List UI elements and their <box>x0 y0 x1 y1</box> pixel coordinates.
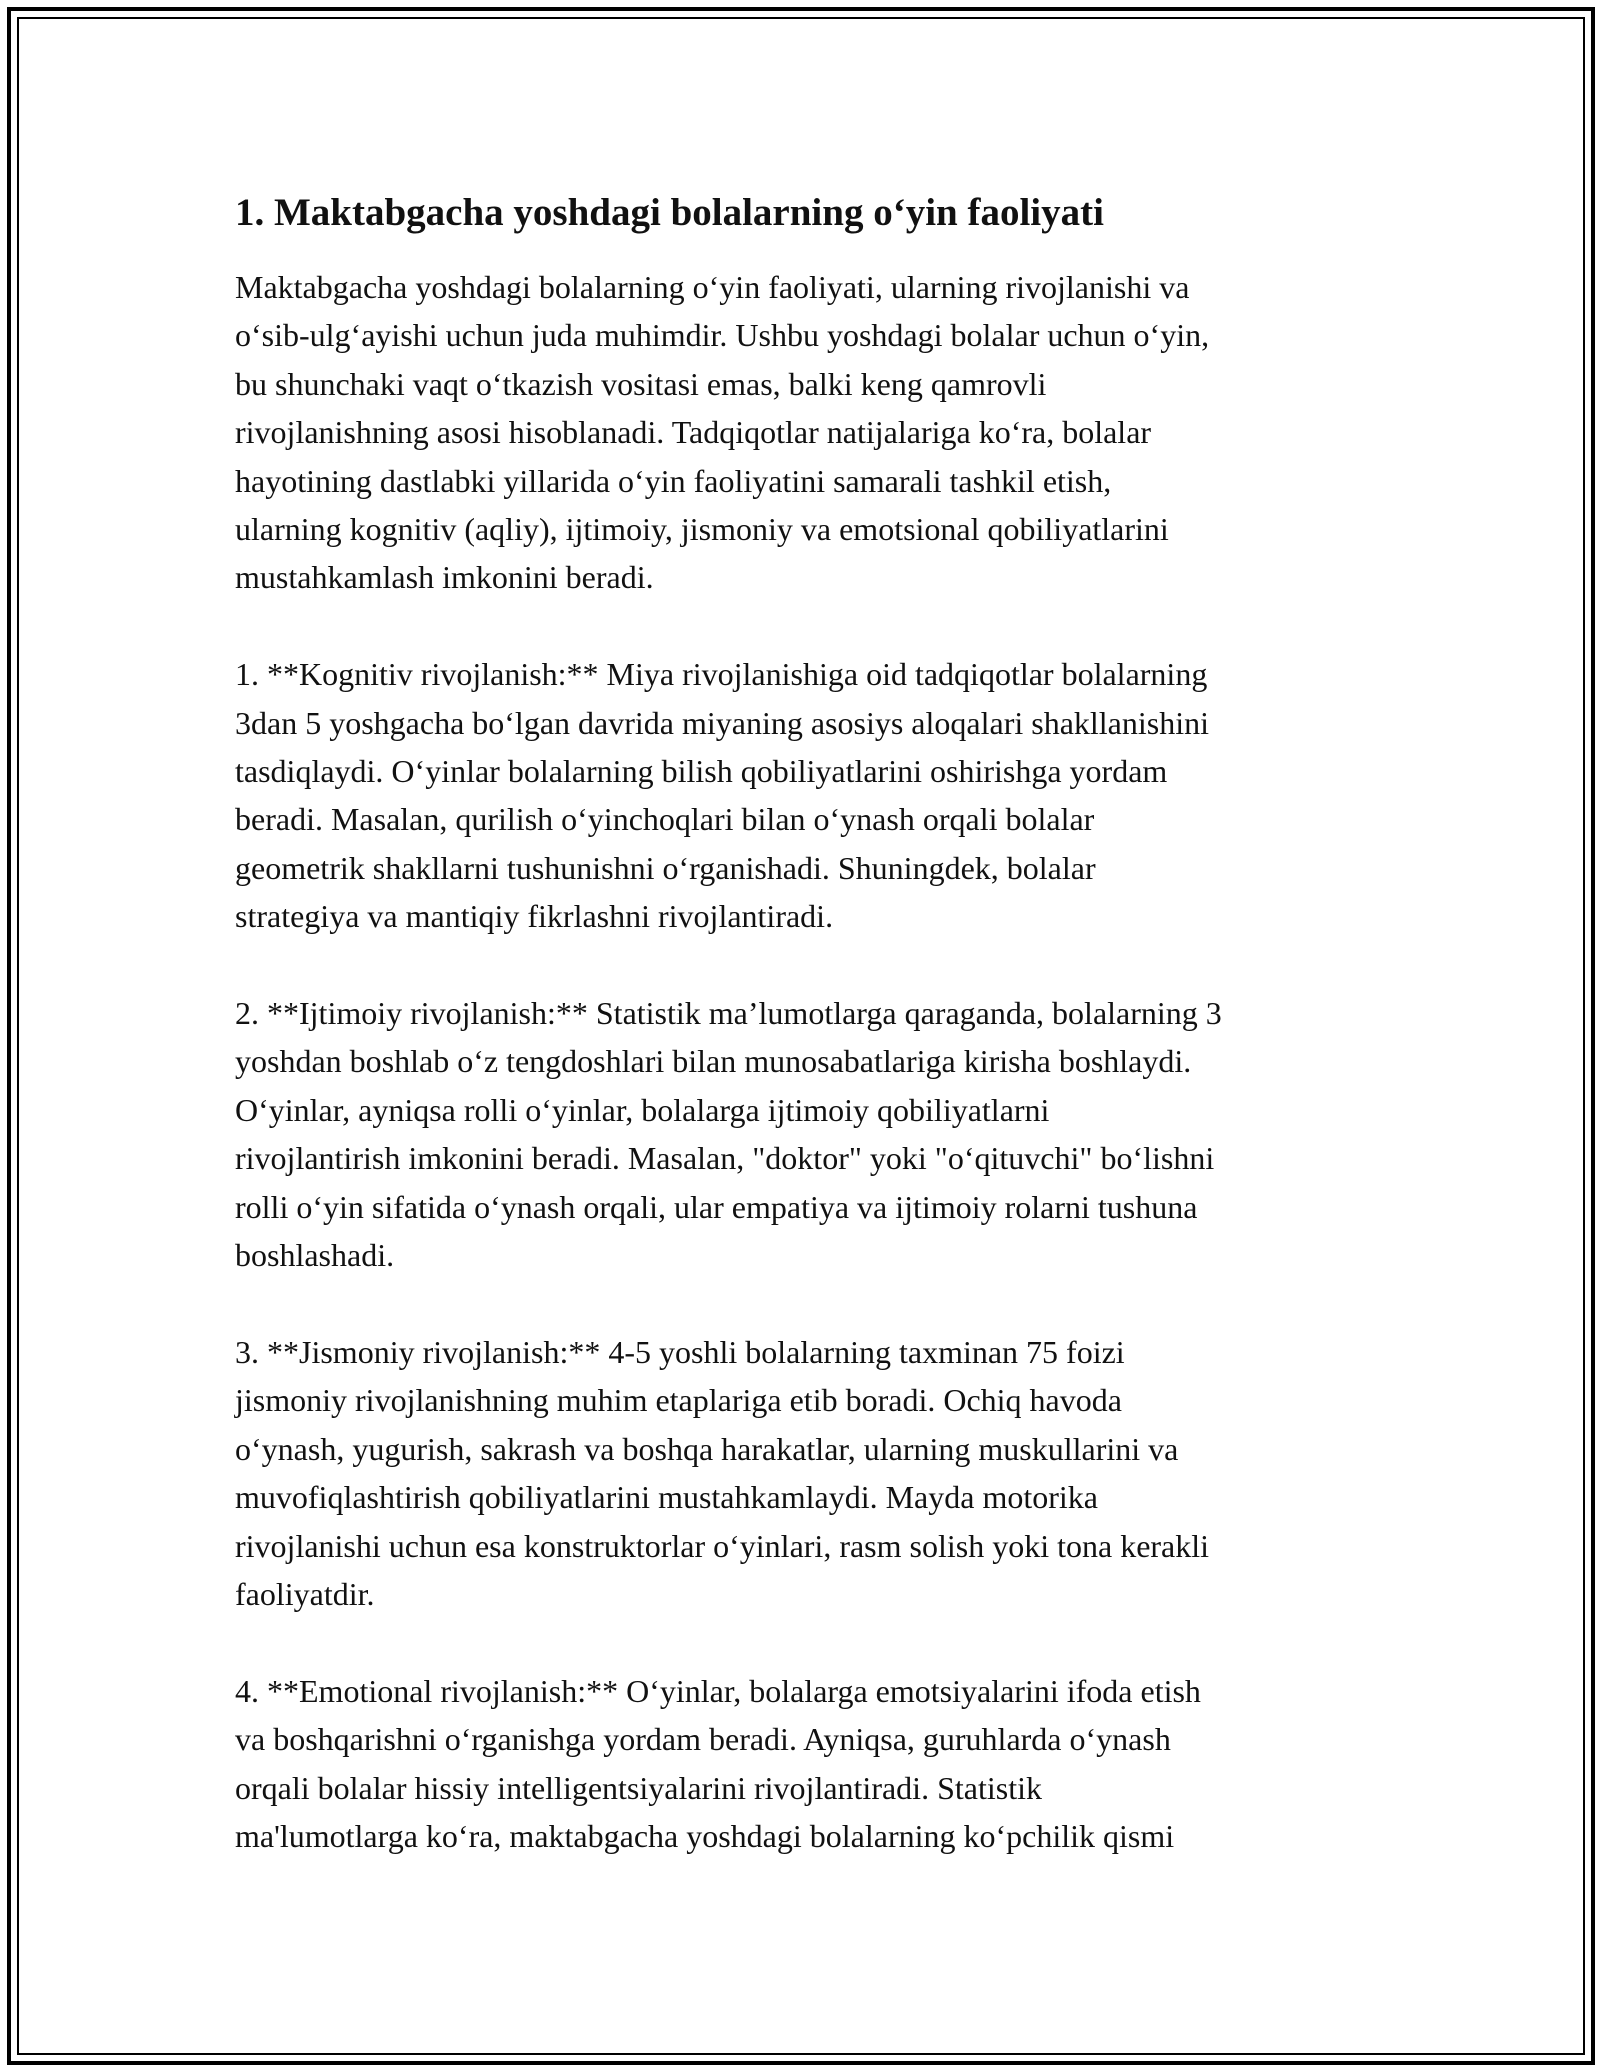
paragraph-line: geometrik shakllarni tushunishni o‘rganishadi. Shuningdek, bolalar <box>235 849 1096 886</box>
paragraph-line: jismoniy rivojlanishning muhim etaplariga etib boradi. Ochiq havoda <box>235 1382 1122 1419</box>
paragraph-line: bu shunchaki vaqt o‘tkazish vositasi emas, balki keng qamrovli <box>235 365 1047 402</box>
paragraph-line: Maktabgacha yoshdagi bolalarning o‘yin faoliyati, ularning rivojlanishi va <box>235 269 1190 305</box>
paragraph-line: tasdiqlaydi. O‘yinlar bolalarning bilish qobiliyatlarini oshirishga yordam <box>235 753 1168 790</box>
paragraph-line: faoliyatdir. <box>235 1575 375 1612</box>
paragraph-emotional <box>235 1667 1375 1861</box>
document-body <box>235 185 1375 1909</box>
paragraph-line: 1. **Kognitiv rivojlanish:** Miya rivojlanishiga oid tadqiqotlar bolalarning <box>235 656 1208 693</box>
paragraph-line: muvofiqlashtirish qobiliyatlarini mustahkamlaydi. Mayda motorika <box>235 1479 1098 1516</box>
paragraph-line: beradi. Masalan, qurilish o‘yinchoqlari bilan o‘ynash orqali bolalar <box>235 801 1095 838</box>
paragraph-line: ma'lumotlarga ko‘ra, maktabgacha yoshdagi bolalarning ko‘pchilik qismi <box>235 1817 1175 1854</box>
paragraph-cognitive <box>235 650 1375 940</box>
paragraph-physical <box>235 1328 1375 1618</box>
paragraph-line: yoshdan boshlab o‘z tengdoshlari bilan munosabatlariga kirisha boshlaydi. <box>235 1043 1192 1080</box>
paragraph-line: 3dan 5 yoshgacha bo‘lgan davrida miyaning asosiys aloqalari shakllanishini <box>235 704 1209 741</box>
paragraph-line: boshlashadi. <box>235 1237 395 1274</box>
paragraph-line: rivojlanishning asosi hisoblanadi. Tadqiqotlar natijalariga ko‘ra, bolalar <box>235 414 1152 451</box>
paragraph-line: 3. **Jismoniy rivojlanish:** 4-5 yoshli bolalarning taxminan 75 foizi <box>235 1333 1125 1370</box>
paragraph-line: mustahkamlash imkonini beradi. <box>235 559 654 596</box>
paragraph-line: 4. **Emotional rivojlanish:** O‘yinlar, bolalarga emotsiyalarini ifoda etish <box>235 1672 1201 1709</box>
paragraph-intro <box>235 263 1375 602</box>
paragraph-line: strategiya va mantiqiy fikrlashni rivojlantiradi. <box>235 898 834 935</box>
paragraph-line: rivojlanishi uchun esa konstruktorlar o‘yinlari, rasm solish yoki tona kerakli <box>235 1527 1210 1564</box>
paragraph-line: 2. **Ijtimoiy rivojlanish:** Statistik ma’lumotlarga qaraganda, bolalarning 3 <box>235 995 1222 1032</box>
paragraph-social <box>235 989 1375 1279</box>
paragraph-line: ularning kognitiv (aqliy), ijtimoiy, jismoniy va emotsional qobiliyatlarini <box>235 511 1169 548</box>
paragraph-line: orqali bolalar hissiy intelligentsiyalarini rivojlantiradi. Statistik <box>235 1769 1042 1806</box>
page-title: 1. Maktabgacha yoshdagi bolalarning o‘yin faoliyati <box>235 191 1104 234</box>
paragraph-line: rivojlantirish imkonini beradi. Masalan, "doktor" yoki "o‘qituvchi" bo‘lishni <box>235 1140 1215 1177</box>
paragraph-line: hayotining dastlabki yillarida o‘yin faoliyatini samarali tashkil etish, <box>235 462 1112 499</box>
paragraph-line: O‘yinlar, ayniqsa rolli o‘yinlar, bolalarga ijtimoiy qobiliyatlarni <box>235 1091 1050 1128</box>
paragraph-line: rolli o‘yin sifatida o‘ynash orqali, ular empatiya va ijtimoiy rolarni tushuna <box>235 1188 1198 1225</box>
paragraph-line: o‘sib-ulg‘ayishi uchun juda muhimdir. Ushbu yoshdagi bolalar uchun o‘yin, <box>235 317 1210 354</box>
paragraph-line: o‘ynash, yugurish, sakrash va boshqa harakatlar, ularning muskullarini va <box>235 1430 1179 1467</box>
paragraph-line: va boshqarishni o‘rganishga yordam beradi. Ayniqsa, guruhlarda o‘ynash <box>235 1721 1171 1758</box>
